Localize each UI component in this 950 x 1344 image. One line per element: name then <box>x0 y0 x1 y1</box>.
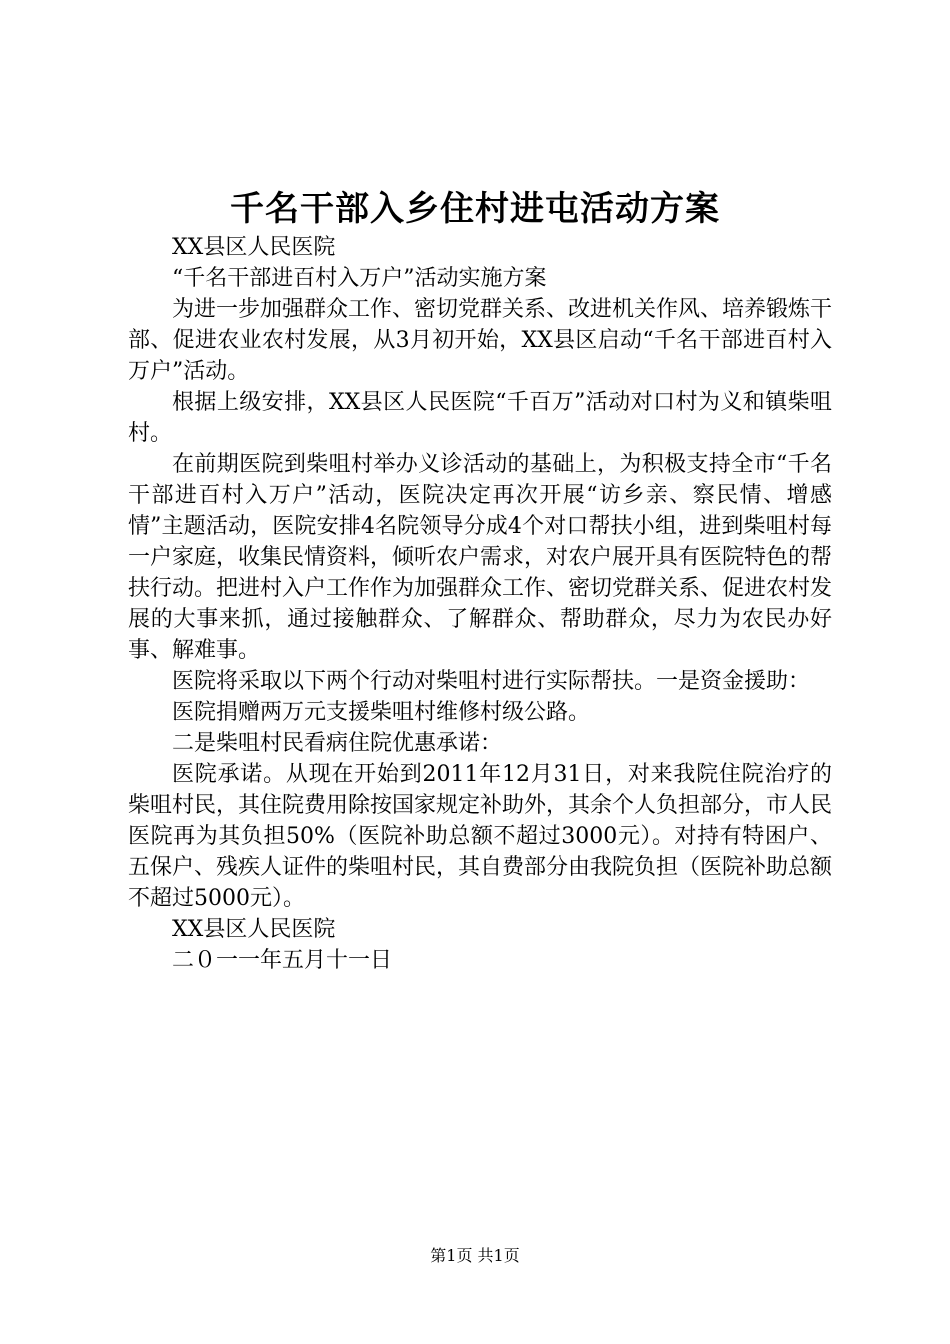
hospital-name: XX县区人民医院 <box>172 235 336 260</box>
paragraph-activities: 在前期医院到柴咀村举办义诊活动的基础上，为积极支持全市“千名干部进百村入万户”活动，医院决定再次开展“访乡亲、察民情、增感情”主题活动，医院安排4名院领导分成4个对口帮扶小组，进到柴咀村每一户家庭，收集民情资料，倾听农户需求，对农户展开具有医院特色的帮扶行动。把进村入户工作作为加强群众工作、密切党群关系、促进农村发展的大事来抓，通过接触群众、了解群众、帮助群众，尽力为农民办好事、解难事。 <box>128 452 833 663</box>
paragraph-commitment: 医院承诺。从现在开始到2011年12月31日，对来我院住院治疗的柴咀村民，其住院费用除按国家规定补助外，其余个人负担部分，市人民医院再为其负担50%（医院补助总额不超过3000元）。对持有特困户、五保户、残疾人证件的柴咀村民，其自费部分由我院负担（医院补助总额不超过5000元）。 <box>128 762 833 911</box>
document-title: 千名干部入乡住村进屯活动方案 <box>230 189 720 229</box>
paragraph-commitment-heading: 二是柴咀村民看病住院优惠承诺： <box>172 731 503 756</box>
paragraph-donation: 医院捐赠两万元支援柴咀村维修村级公路。 <box>172 700 591 725</box>
document-body <box>128 232 832 976</box>
signature-date: 二０一一年五月十一日 <box>172 948 393 973</box>
paragraph-assignment: 根据上级安排，XX县区人民医院“千百万”活动对口村为义和镇柴咀村。 <box>128 390 832 446</box>
signature-hospital: XX县区人民医院 <box>172 917 336 942</box>
paragraph-intro: 为进一步加强群众工作、密切党群关系、改进机关作风、培养锻炼干部、促进农业农村发展，从3月初开始，XX县区启动“千名干部进百村入万户”活动。 <box>128 297 833 384</box>
paragraph-actions: 医院将采取以下两个行动对柴咀村进行实际帮扶。一是资金援助： <box>172 669 811 694</box>
plan-subtitle: “千名干部进百村入万户”活动实施方案 <box>172 266 547 291</box>
page-number: 第1页 共1页 <box>430 1246 520 1265</box>
